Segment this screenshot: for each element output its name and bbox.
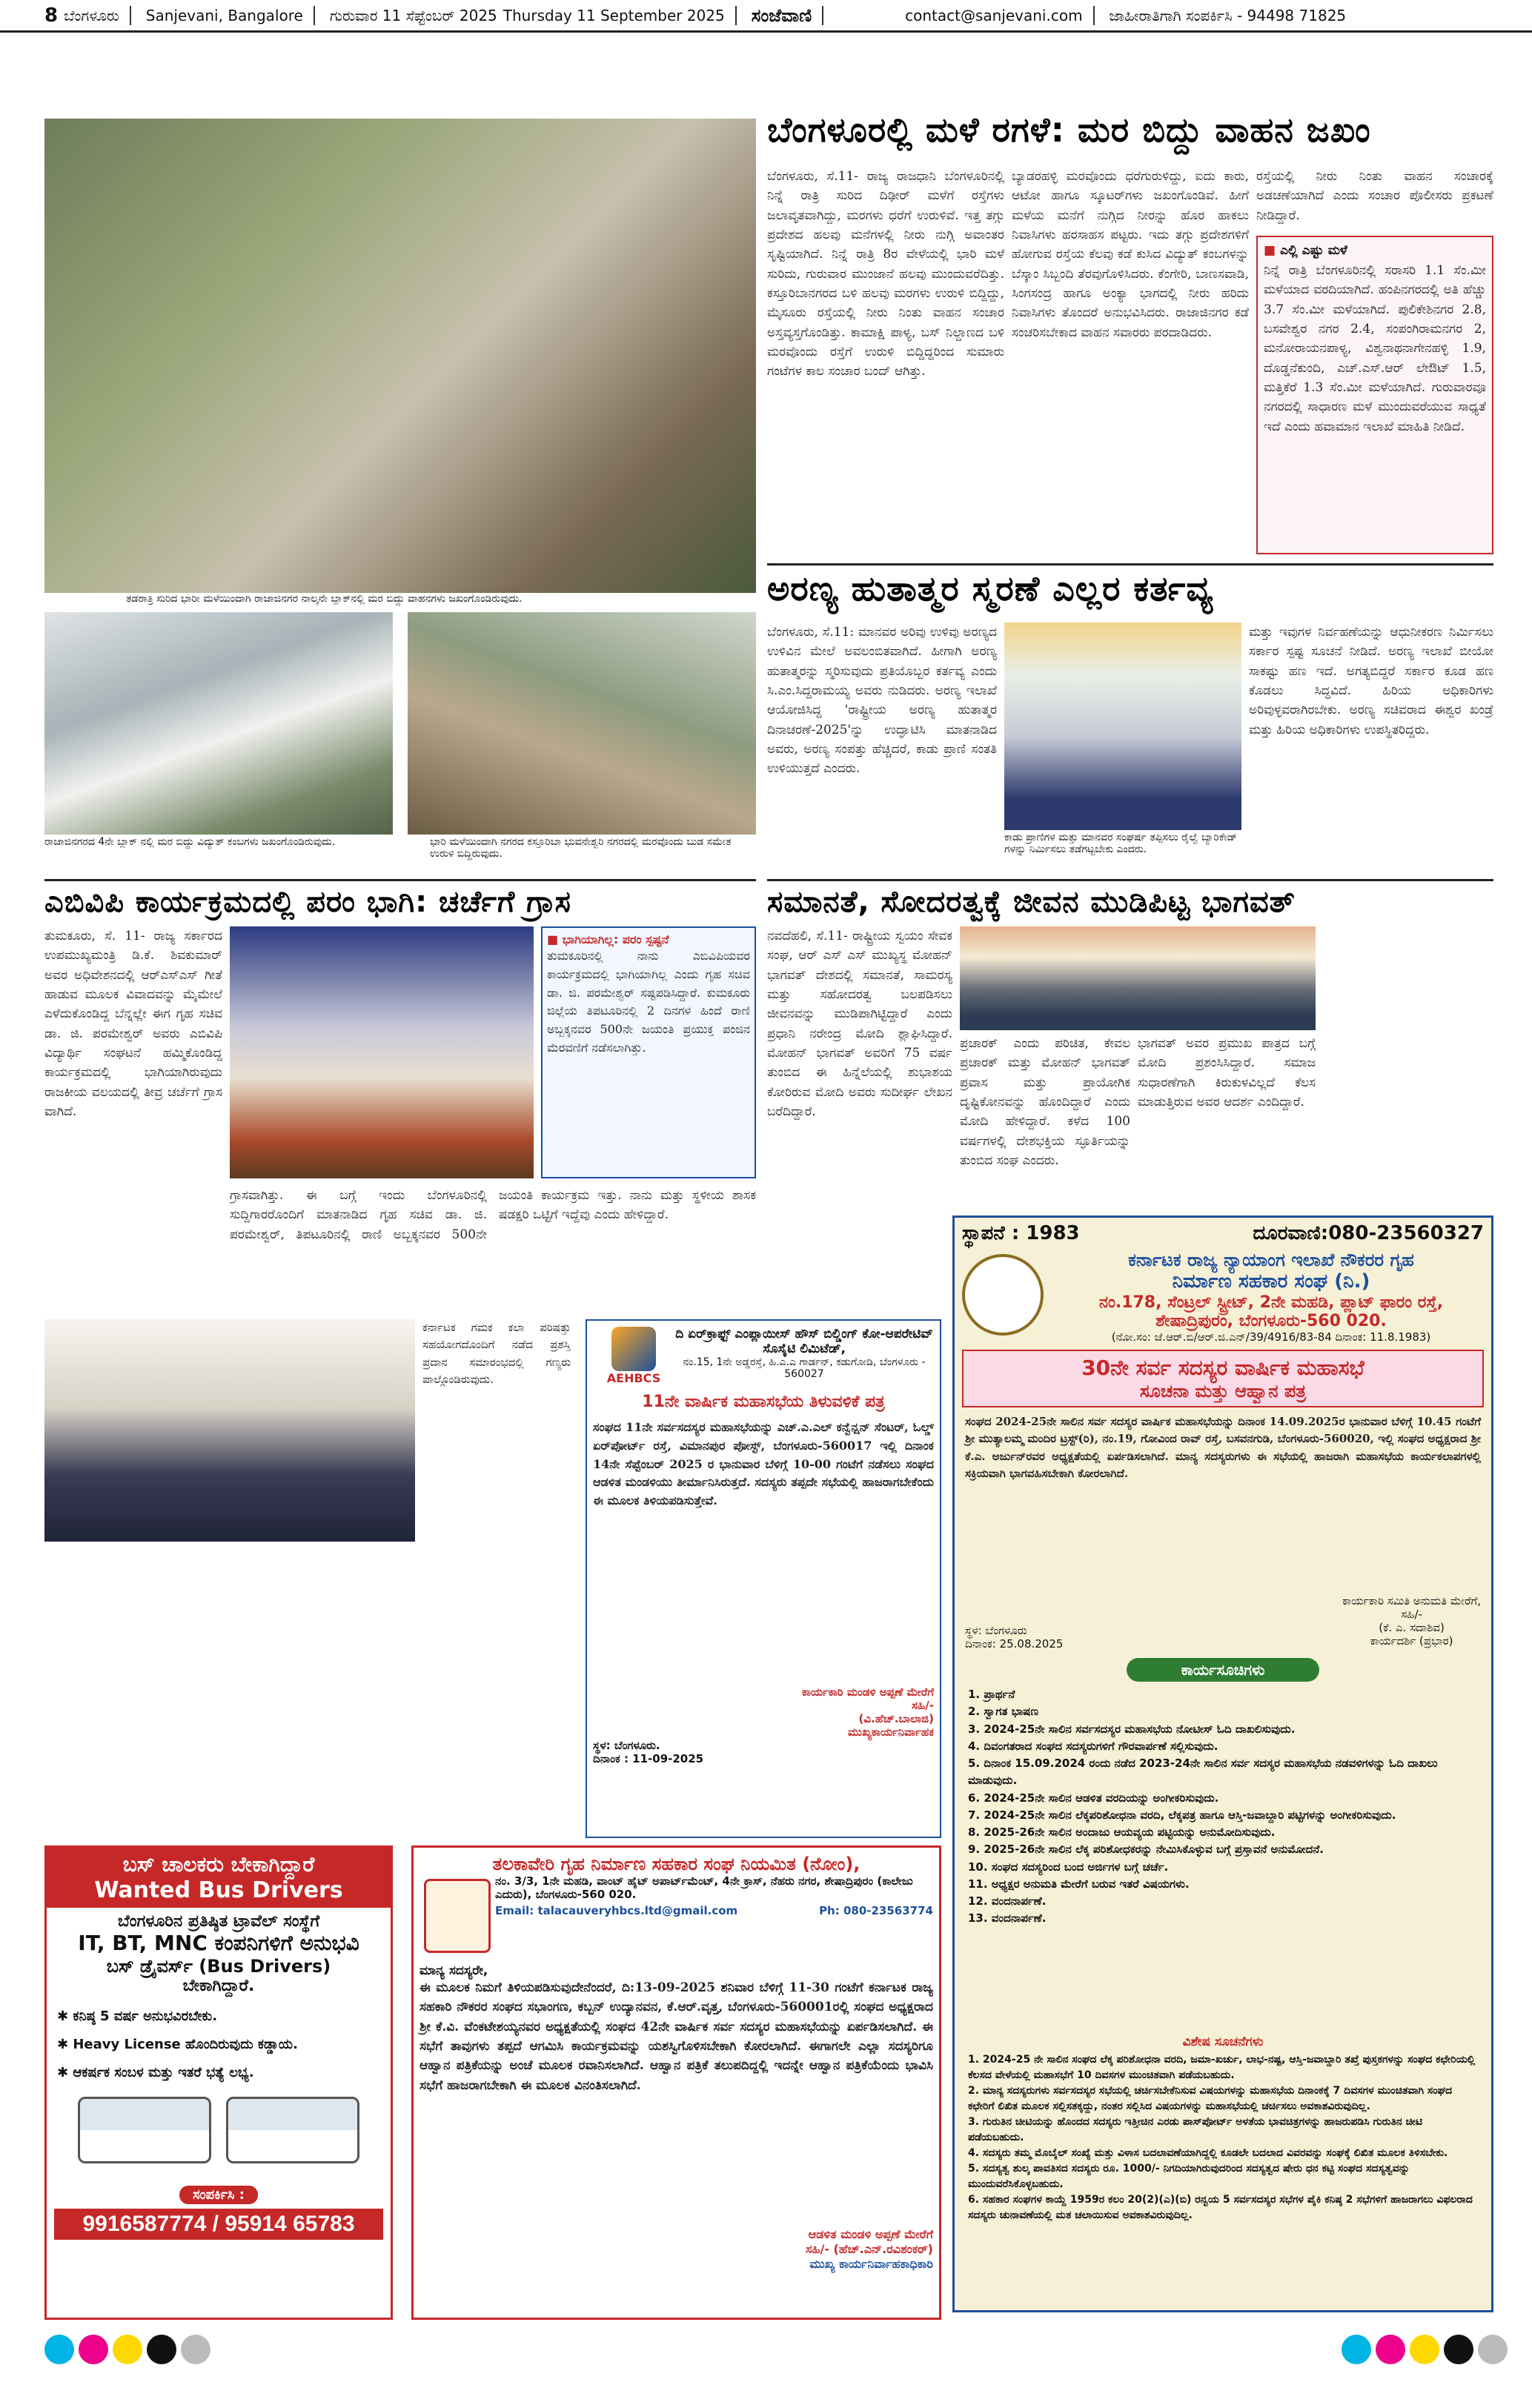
article-column: ರಸ್ತೆಯಲ್ಲಿ ನೀರು ನಿಂತು ವಾಹನ ಸಂಚಾರಕ್ಕೆ ಅಡಚಣೆಯಾಗಿದೆ ಎಂದು ಸಂಚಾರ ಪೊಲೀಸರು ಪ್ರಕಟಣೆ ನೀಡಿದ್ದಾರೆ.	[1256, 169, 1493, 223]
ad-title-kn: ಬಸ್ ಚಾಲಕರು ಬೇಕಾಗಿದ್ದಾರೆ	[122, 1852, 315, 1877]
special-notes-title: ವಿಶೇಷ ಸೂಚನೆಗಳು	[1182, 2034, 1264, 2049]
date-label: ದಿನಾಂಕ : 11-09-2025	[593, 1752, 704, 1765]
signature-line: ಮುಖ್ಯಕಾರ್ಯನಿರ್ವಾಹಕ	[847, 1725, 934, 1739]
reg-number: (ನೋ.ಸಂ: ಜೆ.ಆರ್.ಬಿ/ಆರ್.ಜಿ.ಎನ್/39/4916/83-84 ದಿನಾಂಕ: 11.8.1983)	[1111, 1330, 1431, 1344]
signature-line: ಕಾರ್ಯಕಾರಿ ಸಮಿತಿ ಅನುಮತಿ ಮೇರೆಗೆ,	[1342, 1594, 1481, 1608]
signature-line: ಸಹಿ/-	[1401, 1608, 1422, 1621]
signature-line: ಕಾರ್ಯದರ್ಶಿ (ಪ್ರಭಾರ)	[1370, 1634, 1453, 1648]
list-item: 2. ಮಾನ್ಯ ಸದಸ್ಯರುಗಳು ಸರ್ವಸದಸ್ಯರ ಸಭೆಯಲ್ಲಿ ಚರ್ಚಿಸಬೇಕೆನಿಸುವ ವಿಷಯಗಳನ್ನು ಮಹಾಸಭೆಯ ದಿನಾಂಕಕ್ಕೆ 7 ದಿವಸಗಳ ಮುಂಚಿತವಾಗಿ ಸಂಘದ ಕಛೇರಿಗೆ ಲಿಖಿತ ಮೂಲಕ ಸಲ್ಲಿಸತಕ್ಕದ್ದು, ನಂತರ ಸಲ್ಲಿಸಿದ ವಿಷಯಗಳನ್ನು ಮಹಾಸಭೆಯಲ್ಲಿ ಚರ್ಚಿಸಲು ಅವಕಾಶವಿರುವುದಿಲ್ಲ.	[968, 2085, 1453, 2112]
bhagwat-event-photo	[960, 926, 1316, 1030]
square-bullet-icon: ■	[1264, 243, 1280, 258]
param-clarification-box	[541, 926, 756, 1178]
list-item: 6. 2024-25ನೇ ಸಾಲಿನ ಆಡಳಿತ ವರದಿಯನ್ನು ಅಂಗೀಕರಿಸುವುದು.	[968, 1791, 1219, 1805]
org-name: ನಿರ್ಮಾಣ ಸಹಕಾರ ಸಂಘ (ನಿ.)	[1172, 1270, 1370, 1293]
forest-event-photo	[1004, 623, 1241, 830]
greeting: ಮಾನ್ಯ ಸದಸ್ಯರೇ,	[420, 1963, 488, 1978]
signature-line: ಮುಖ್ಯ ಕಾರ್ಯನಿರ್ವಾಹಕಾಧಿಕಾರಿ	[809, 2257, 933, 2271]
list-item: 13. ವಂದನಾರ್ಪಣೆ.	[968, 1911, 1047, 1926]
signature-line: ಸಹಿ/- (ಹೆಚ್.ಎನ್.ರವಿಶಂಕರ್)	[805, 2242, 933, 2256]
signature-line: ಕಾರ್ಯಕಾರಿ ಮಂಡಳಿ ಅಪ್ಪಣೆ ಮೇರೆಗೆ	[801, 1685, 934, 1699]
abvp-event-photo	[230, 926, 534, 1178]
meeting-title: 30ನೇ ಸರ್ವ ಸದಸ್ಯರ ವಾರ್ಷಿಕ ಮಹಾಸಭೆ	[1081, 1356, 1364, 1380]
requirement: ✱ ಆಕರ್ಷಕ ಸಂಬಳ ಮತ್ತು ಇತರೆ ಭತ್ಯೆ ಲಭ್ಯ.	[57, 2064, 254, 2080]
special-notes-list	[968, 2052, 1478, 2223]
signature-line: (ವಿ.ಹೆಚ್.ಬಾಲಾಜಿ)	[858, 1712, 934, 1725]
square-bullet-icon: ■	[547, 932, 563, 946]
headline-forest: ಅರಣ್ಯ ಹುತಾತ್ಮರ ಸ್ಮರಣೆ ಎಲ್ಲರ ಕರ್ತವ್ಯ	[767, 563, 1493, 615]
list-item: 3. 2024-25ನೇ ಸಾಲಿನ ಸರ್ವಸದಸ್ಯರ ಮಹಾಸಭೆಯ ನೋಟೀಸ್ ಓದಿ ದಾಖಲಿಸುವುದು.	[968, 1722, 1296, 1736]
photo-caption: ಭಾರಿ ಮಳೆಯಿಂದಾಗಿ ನಗರದ ಕಸ್ತೂರಿಬಾ ಭುವನೇಶ್ವರಿ ನಗರದಲ್ಲಿ ಮರವೊಂದು ಬುಡ ಸಮೇತ ಉರುಳಿ ಬಿದ್ದಿರುವುದು.	[430, 836, 756, 867]
award-event-photo	[44, 1319, 415, 1542]
org-address: ಶೇಷಾದ್ರಿಪುರಂ, ಬೆಂಗಳೂರು-560 020.	[1155, 1312, 1387, 1330]
signature-line: (ಕೆ. ಎ. ಸದಾಶಿವ)	[1379, 1621, 1445, 1634]
ad-text: ಬೇಕಾಗಿದ್ದಾರೆ.	[182, 1977, 255, 1995]
list-item: 1. ಪ್ರಾರ್ಥನೆ	[968, 1688, 1015, 1701]
page-number: 8	[44, 4, 59, 27]
registration-marks	[44, 2335, 237, 2367]
car-under-tree-photo	[44, 612, 393, 835]
org-phone: Ph: 080-23563774	[819, 1904, 933, 1917]
list-item: 9. 2025-26ನೇ ಸಾಲಿನ ಲೆಕ್ಕ ಪರಿಶೋಧಕರನ್ನು ನೇಮಿಸಿಕೊಳ್ಳುವ ಬಗ್ಗೆ ಪ್ರಸ್ತಾವನೆ ಅನುಮೋದನೆ.	[968, 1843, 1324, 1857]
box-title: ■ ಭಾಗಿಯಾಗಿಲ್ಲ: ಪರಂ ಸ್ಪಷ್ಟನೆ	[547, 932, 669, 946]
uprooted-tree-photo	[408, 612, 756, 835]
article-column: ಭಾಗವತ್ ಅವರ ಪ್ರಮುಖ ಪಾತ್ರದ ಬಗ್ಗೆ ಮೋದಿ ಪ್ರಶಂಸಿಸಿದ್ದಾರೆ. ಸಮಾಜ ಸುಧಾರಣೆಗಾಗಿ ಕಿರುಕುಳವಿಲ್ಲದೆ ಕೆಲಸ ಮಾಡುತ್ತಿರುವ ಅವರ ಆದರ್ಶ ಎಂದಿದ್ದಾರೆ.	[1138, 1036, 1316, 1110]
headline-abvp: ಎಬಿವಿಪಿ ಕಾರ್ಯಕ್ರಮದಲ್ಲಿ ಪರಂ ಭಾಗಿ: ಚರ್ಚೆಗೆ ಗ್ರಾಸ	[44, 879, 756, 925]
contact-label: ಸಂಪರ್ಕಿಸಿ :	[179, 2186, 258, 2204]
list-item: 2. ಸ್ವಾಗತ ಭಾಷಣ	[968, 1705, 1038, 1719]
phone-numbers: 9916587774 / 95914 65783	[54, 2209, 383, 2240]
list-item: 5. ದಿನಾಂಕ 15.09.2024 ರಂದು ನಡೆದ 2023-24ನೇ ಸಾಲಿನ ಸರ್ವ ಸದಸ್ಯರ ಮಹಾಸಭೆಯ ನಡವಳಿಗಳನ್ನು ಓದಿ ದಾಖಲು ಮಾಡುವುದು.	[968, 1757, 1438, 1788]
rain-main-photo	[44, 119, 756, 593]
divider	[1093, 6, 1095, 25]
list-item: 4. ದಿವಂಗತರಾದ ಸಂಘದ ಸದಸ್ಯರುಗಳಿಗೆ ಗೌರವಾರ್ಪಣೆ ಸಲ್ಲಿಸುವುದು.	[968, 1739, 1218, 1753]
article-column: ಬ್ಯಾಡರಹಳ್ಳಿ ಮರವೊಂದು ಧರೆಗುರುಳಿದ್ದು, ಐದು ಕಾರು, ಆಟೋ ಹಾಗೂ ಸ್ಕೂಟರ್‌ಗಳು ಜಖಂಗೊಂಡಿವೆ. ಹೀಗೆ ಮಳೆಯ ಮನೆಗೆ ನುಗ್ಗಿದ ನೀರನ್ನು ಹೊರ ಹಾಕಲು ನಿವಾಸಿಗಳು ಹರಸಾಹಸ ಪಟ್ಟರು. ಇದು ತಗ್ಗು ಪ್ರದೇಶಗಳಿಗೆ ಹೋಗುವ ರಸ್ತೆಯ ಕೆಲವು ಕಡೆ ಕುಸಿದ ವಿದ್ಯುತ್ ಕಂಬಗಳನ್ನು ಬೆಸ್ಕಾಂ ಸಿಬ್ಬಂದಿ ತೆರವುಗೊಳಿಸಿದರು. ಕೆಂಗೇರಿ, ಬಾಣಸವಾಡಿ, ಸಿಂಗಸಂದ್ರ ಹಾಗೂ ಅಂಕ್ಯಾ ಭಾಗದಲ್ಲಿ ನೀರು ಹರಿದು ನಿವಾಸಿಗಳು ತೊಂದರೆ ಅನುಭವಿಸಿದರು. ರಾಜಾಜಿನಗರ ಕಡೆ ಸಂಚರಿಸಬೇಕಾದ ವಾಹನ ಸವಾರರು ಪರದಾಡಿದರು.	[1012, 169, 1249, 340]
headline-rain: ಬೆಂಗಳೂರಲ್ಲಿ ಮಳೆ ರಗಳೆ: ಮರ ಬಿದ್ದು ವಾಹನ ಜಖಂ	[767, 111, 1371, 150]
article-column: ಗ್ರಾಸವಾಗಿತ್ತು. ಈ ಬಗ್ಗೆ ಇಂದು ಬೆಂಗಳೂರಿನಲ್ಲಿ ಸುದ್ದಿಗಾರರೊಂದಿಗೆ ಮಾತನಾಡಿದ ಗೃಹ ಸಚಿವ ಡಾ. ಜಿ. ಪರಮೇಶ್ವರ್, ತಿಪಟೂರಿನಲ್ಲಿ ರಾಣಿ ಅಬ್ಬಕ್ಕನವರ 500ನೇ ಜಯಂತಿ ಕಾರ್ಯಕ್ರಮ ಇತ್ತು. ನಾನು ಮತ್ತು ಸ್ಥಳೀಯ ಶಾಸಕ ಷಡಕ್ಷರಿ ಒಟ್ಟಿಗೆ ಇದ್ದೆವು ಎಂದು ಹೇಳಿದ್ದಾರೆ.	[230, 1188, 756, 1242]
star-icon: ✱	[57, 2064, 73, 2080]
court-housing-ad	[952, 1215, 1493, 2312]
article-column: ಬೆಂಗಳೂರು, ಸೆ.11: ಮಾನವರ ಅರಿವು ಉಳಿವು ಅರಣ್ಯದ ಉಳಿವಿನ ಮೇಲೆ ಅವಲಂಬಿತವಾಗಿದೆ. ಹೀಗಾಗಿ ಅರಣ್ಯ ಹುತಾತ್ಮರನ್ನು ಸ್ಮರಿಸುವುದು ಪ್ರತಿಯೊಬ್ಬರ ಕರ್ತವ್ಯ ಎಂದು ಸಿ.ಎಂ.ಸಿದ್ದರಾಮಯ್ಯ ಅವರು ನುಡಿದರು. ಅರಣ್ಯ ಇಲಾಖೆ ಆಯೋಜಿಸಿದ್ದ 'ರಾಷ್ಟ್ರೀಯ ಅರಣ್ಯ ಹುತಾತ್ಮರ ದಿನಾಚರಣೆ-2025'ನ್ನು ಉದ್ಘಾಟಿಸಿ ಮಾತನಾಡಿದ ಅವರು, ಅರಣ್ಯ ಸಂಪತ್ತು ಹೆಚ್ಚಿದರೆ, ಕಾಡು ಪ್ರಾಣಿ ಸಂತತಿ ಉಳಿಯುತ್ತದೆ ಎಂದರು.	[767, 625, 997, 777]
talacauvery-ad	[411, 1845, 941, 2320]
photo-caption: ಕಾಡು ಪ್ರಾಣಿಗಳ ಮತ್ತು ಮಾನವರ ಸಂಘರ್ಷ ತಪ್ಪಿಸಲು ರೈಲ್ವೆ ಬ್ಯಾರಿಕೇಡ್ ಗಳನ್ನು ನಿರ್ಮಿಸಲು ತಡೆಗಟ್ಟಬೇಕು ಎಂದರು.	[1004, 832, 1241, 867]
list-item: 10. ಸಂಘದ ಸದಸ್ಯರಿಂದ ಬಂದ ಅರ್ಜಿಗಳ ಬಗ್ಗೆ ಚರ್ಚೆ.	[968, 1860, 1169, 1874]
article-column: ನವದೆಹಲಿ, ಸೆ.11- ರಾಷ್ಟ್ರೀಯ ಸ್ವಯಂ ಸೇವಕ ಸಂಘ, ಆರ್ ಎಸ್ ಎಸ್ ಮುಖ್ಯಸ್ಥ ಮೋಹನ್ ಭಾಗವತ್ ದೇಶದಲ್ಲಿ ಸಮಾನತೆ, ಸಾಮರಸ್ಯ ಮತ್ತು ಸಹೋದರತ್ವ ಬಲಪಡಿಸಲು ಜೀವನವನ್ನು ಮುಡಿಪಾಗಿಟ್ಟಿದ್ದಾರೆ ಎಂದು ಪ್ರಧಾನಿ ನರೇಂದ್ರ ಮೋದಿ ಶ್ಲಾಘಿಸಿದ್ದಾರೆ. ಮೋಹನ್ ಭಾಗವತ್ ಅವರಿಗೆ 75 ವರ್ಷ ತುಂಬಿದ ಈ ಹಿನ್ನೆಲೆಯಲ್ಲಿ ಶುಭಾಶಯ ಕೋರಿರುವ ಮೋದಿ ಅವರು ಸುದೀರ್ಘ ಲೇಖನ ಬರೆದಿದ್ದಾರೆ.	[767, 929, 952, 1120]
date-label: ದಿನಾಂಕ: 25.08.2025	[965, 1637, 1064, 1651]
society-emblem-icon	[424, 1879, 491, 1953]
city-label: ಬೆಂಗಳೂರು	[64, 6, 119, 24]
divider	[822, 6, 823, 25]
org-email[interactable]: Email: talacauveryhbcs.ltd@gmail.com	[495, 1904, 738, 1917]
article-column: ತುಮಕೂರು, ಸೆ. 11- ರಾಜ್ಯ ಸರ್ಕಾರದ ಉಪಮುಖ್ಯಮಂತ್ರಿ ಡಿ.ಕೆ. ಶಿವಕುಮಾರ್ ಅವರ ಅಧಿವೇಶನದಲ್ಲಿ ಆರ್‌ಎಸ್‌ಎಸ್ ಗೀತೆ ಹಾಡುವ ಮೂಲಕ ವಿವಾದವನ್ನು ಮೈಮೇಲೆ ಎಳೆದುಕೊಂಡಿದ್ದ ಬೆನ್ನಲ್ಲೇ ಈಗ ಗೃಹ ಸಚಿವ ಡಾ. ಜಿ. ಪರಮೇಶ್ವರ್ ಅವರು ಎಬಿವಿಪಿ ವಿದ್ಯಾರ್ಥಿ ಸಂಘಟನೆ ಹಮ್ಮಿಕೊಂಡಿದ್ದ ಕಾರ್ಯಕ್ರಮದಲ್ಲಿ ಭಾಗಿಯಾಗಿರುವುದು ರಾಜಕೀಯ ವಲಯದಲ್ಲಿ ತೀವ್ರ ಚರ್ಚೆಗೆ ಗ್ರಾಸ ವಾಗಿದೆ.	[44, 929, 222, 1120]
notice-body: ಸಂಘದ 11ನೇ ಸರ್ವಸದಸ್ಯರ ಮಹಾಸಭೆಯನ್ನು ಎಚ್.ಎ.ಎಲ್ ಕನ್ವೆನ್ಷನ್ ಸೆಂಟರ್, ಓಲ್ಡ್ ಏರ್‌ಪೋರ್ಟ್ ರಸ್ತೆ, ವಿಮಾನಪುರ ಪೋಸ್ಟ್, ಬೆಂಗಳೂರು-560017 ಇಲ್ಲಿ ದಿನಾಂಕ 14ನೇ ಸೆಪ್ಟೆಂಬರ್ 2025 ರ ಭಾನುವಾರ ಬೆಳಿಗ್ಗೆ 10-00 ಗಂಟೆಗೆ ನಡೆಸಲು ಸಂಘದ ಆಡಳಿತ ಮಂಡಳಿಯು ತೀರ್ಮಾನಿಸಿರುತ್ತದೆ. ಸದಸ್ಯರು ತಪ್ಪದೇ ಸಭೆಯಲ್ಲಿ ಹಾಜರಾಗಬೇಕೆಂದು ಈ ಮೂಲಕ ತಿಳಿಯಪಡಿಸುತ್ತೇವೆ.	[593, 1420, 934, 1508]
signature-line: ಆಡಳಿತ ಮಂಡಳಿ ಅಪ್ಪಣೆ ಮೇರೆಗೆ	[808, 2227, 933, 2241]
aehbcs-ad	[586, 1319, 941, 1838]
list-item: 4. ಸದಸ್ಯರು ತಮ್ಮ ಮೊಬೈಲ್ ಸಂಖ್ಯೆ ಮತ್ತು ವಿಳಾಸ ಬದಲಾವಣೆಯಾಗಿದ್ದಲ್ಲಿ ಕೂಡಲೇ ಬದಲಾದ ವಿವರವನ್ನು ಸಂಘಕ್ಕೆ ಲಿಖಿತ ಮೂಲಕ ತಿಳಿಸಬೇಕು.	[968, 2147, 1448, 2159]
ad-text: ಬಸ್ ಡ್ರೈವರ್ಸ್ (Bus Drivers)	[106, 1956, 331, 1977]
photo-caption: ತಡರಾತ್ರಿ ಸುರಿದ ಭಾರೀ ಮಳೆಯಿಂದಾಗಿ ರಾಜಾಜಿನಗರ ನಾಲ್ಕನೇ ಬ್ಲಾಕ್‌ನಲ್ಲಿ ಮರ ಬಿದ್ದು ವಾಹನಗಳು ಜಖಂಗೊಂಡಿರುವುದು.	[126, 593, 749, 611]
star-icon: ✱	[57, 2009, 73, 2024]
list-item: 11. ಅಧ್ಯಕ್ಷರ ಅನುಮತಿ ಮೇರೆಗೆ ಬರುವ ಇತರೆ ವಿಷಯಗಳು.	[968, 1877, 1190, 1891]
divider	[314, 6, 315, 25]
star-icon: ✱	[57, 2036, 73, 2052]
bus-icon	[70, 2097, 367, 2178]
org-name: ತಲಕಾವೇರಿ ಗೃಹ ನಿರ್ಮಾಣ ಸಹಕಾರ ಸಂಘ ನಿಯಮಿತ (ನೋಂ),	[492, 1854, 860, 1874]
masthead: ಸಂಜೆವಾಣಿ	[751, 4, 812, 26]
article-column: ಬೆಂಗಳೂರು, ಸೆ.11- ರಾಜ್ಯ ರಾಜಧಾನಿ ಬೆಂಗಳೂರಿನಲ್ಲಿ ನಿನ್ನೆ ರಾತ್ರಿ ಸುರಿದ ದಿಢೀರ್ ಮಳೆಗೆ ರಸ್ತೆಗಳು ಜಲಾವೃತವಾಗಿದ್ದು, ಮರಗಳು ಧರೆಗೆ ಉರುಳಿವೆ. ಇತ್ತ ತಗ್ಗು ಪ್ರದೇಶದ ಹಲವು ಮನೆಗಳಲ್ಲಿ ನೀರು ನುಗ್ಗಿ ಅವಾಂತರ ಸೃಷ್ಟಿಯಾಗಿದೆ. ನಿನ್ನೆ ರಾತ್ರಿ 8ರ ವೇಳೆಯಲ್ಲಿ ಭಾರಿ ಮಳೆ ಸುರಿದು, ಗುರುವಾರ ಮುಂಜಾನೆ ಹಲವು ಮುಂದುವರೆದಿತ್ತು. ಕಸ್ತೂರಿಬಾನಗರದ ಬಳಿ ಹಲವು ಮರಗಳು ಉರುಳಿ ಬಿದ್ದಿದ್ದು, ಮೈಸೂರು ರಸ್ತೆಯಲ್ಲಿ ನೀರು ನಿಂತು ವಾಹನ ಸಂಚಾರ ಅಸ್ತವ್ಯಸ್ತಗೊಂಡಿತ್ತು. ಕಾಮಾಕ್ಷಿ ಪಾಳ್ಯ, ಬಸ್ ನಿಲ್ದಾಣದ ಬಳಿ ಮರವೊಂದು ರಸ್ತೆಗೆ ಉರುಳಿ ಬಿದ್ದಿದ್ದರಿಂದ ಸುಮಾರು ಗಂಟೆಗಳ ಕಾಲ ಸಂಚಾರ ಬಂದ್ ಆಗಿತ್ತು.	[767, 169, 1004, 379]
bus-drivers-ad	[44, 1845, 393, 2320]
box-text: ತುಮಕೂರಿನಲ್ಲಿ ನಾನು ಎಬಿವಿಪಿಯವರ ಕಾರ್ಯಕ್ರಮದಲ್ಲಿ ಭಾಗಿಯಾಗಿಲ್ಲ ಎಂದು ಗೃಹ ಸಚಿವ ಡಾ. ಜಿ. ಪರಮೇಶ್ವರ್ ಸಷ್ಟಪಡಿಸಿದ್ದಾರೆ. ಕುಮಕೂರು ಜಿಲ್ಲೆಯ ತಿಪಟೂರಿನಲ್ಲಿ 2 ದಿನಗಳ ಹಿಂದೆ ರಾಣಿ ಅಬ್ಬಕ್ಕನವರ 500ನೇ ಜಯಂತಿ ಪ್ರಯುಕ್ತ ಪಂಜಿನ ಮೆರವಣಿಗೆ ನಡೆಸಲಾಗಿತ್ತು.	[547, 949, 750, 1055]
contact-email[interactable]: contact@sanjevani.com	[905, 6, 1083, 24]
org-name: ಕರ್ನಾಟಕ ರಾಜ್ಯ ನ್ಯಾಯಾಂಗ ಇಲಾಖೆ ನೌಕರರ ಗೃಹ	[1128, 1250, 1414, 1270]
logo-emblem-icon	[611, 1327, 656, 1371]
notice-title: 11ನೇ ವಾರ್ಷಿಕ ಮಹಾಸಭೆಯ ತಿಳುವಳಿಕೆ ಪತ್ರ	[642, 1393, 885, 1411]
divider	[130, 6, 131, 25]
agenda-title: ಕಾರ್ಯಸೂಚಿಗಳು	[1127, 1658, 1319, 1682]
date-kannada: ಗುರುವಾರ 11 ಸೆಪ್ಟೆಂಬರ್ 2025	[329, 6, 497, 24]
rainfall-box	[1256, 236, 1493, 554]
signature-line: ಸಹಿ/-	[912, 1699, 934, 1712]
meeting-subtitle: ಸೂಚನಾ ಮತ್ತು ಆಹ್ವಾನ ಪತ್ರ	[1139, 1381, 1307, 1402]
list-item: 6. ಸಹಕಾರ ಸಂಘಗಳ ಕಾಯ್ದೆ 1959ರ ಕಲಂ 20(2)(ಎ)(ಬಿ) ರನ್ವಯ 5 ಸರ್ವಸದಸ್ಯರ ಸಭೆಗಳ ಪೈಕಿ ಕನಿಷ್ಠ 2 ಸಭೆಗಳಿಗೆ ಹಾಜರಾಗಲು ವಿಫಲರಾದ ಸದಸ್ಯರು ಚುನಾವಣೆಯಲ್ಲಿ ಮತ ಚಲಾಯಿಸುವ ಅವಕಾಶವಿರುವುದಿಲ್ಲ.	[968, 2194, 1473, 2221]
meeting-intro: ಸಂಘದ 2024-25ನೇ ಸಾಲಿನ ಸರ್ವ ಸದಸ್ಯರ ವಾರ್ಷಿಕ ಮಹಾಸಭೆಯನ್ನು ದಿನಾಂಕ 14.09.2025ರ ಭಾನುವಾರ ಬೆಳಿಗ್ಗೆ 10.45 ಗಂಟೆಗೆ ಶ್ರೀ ಮುತ್ಯಾಲಮ್ಮ ಮಂದಿರ ಟ್ರಸ್ಟ್(ರಿ), ನಂ.19, ಗೋವಿಂದ ರಾವ್ ರಸ್ತೆ, ಬಸವನಗುಡಿ, ಬೆಂಗಳೂರು-560020, ಇಲ್ಲಿ ಸಂಘದ ಅಧ್ಯಕ್ಷರಾದ ಶ್ರೀ ಕೆ.ಎ. ಅರ್ಜುನ್‌ರವರ ಅಧ್ಯಕ್ಷತೆಯಲ್ಲಿ ಏರ್ಪಡಿಸಲಾಗಿದೆ. ಮಾನ್ಯ ಸದಸ್ಯರುಗಳು ಈ ಸಭೆಯಲ್ಲಿ ಹಾಜರಾಗಿ ಮಹಾಸಭೆಯ ಕಾರ್ಯಕಲಾಪಗಳಲ್ಲಿ ಸಕ್ರಿಯವಾಗಿ ಭಾಗವಹಿಸಬೇಕಾಗಿ ಕೋರಲಾಗಿದೆ.	[965, 1415, 1481, 1480]
date-english: Thursday 11 September 2025	[503, 6, 725, 24]
ad-text: ಬೆಂಗಳೂರಿನ ಪ್ರತಿಷ್ಠಿತ ಟ್ರಾವೆಲ್ ಸಂಸ್ಥೆಗೆ	[117, 1912, 320, 1931]
box-title: ■ ಎಲ್ಲಿ ಎಷ್ಟು ಮಳೆ	[1264, 243, 1347, 258]
photo-caption: ರಾಜಾಜಿನಗರದ 4ನೇ ಬ್ಲಾಕ್ ನಲ್ಲಿ ಮರ ಬಿದ್ದು ವಿದ್ಯುತ್ ಕಂಬಗಳು ಜಖಂಗೊಂಡಿರುವುದು.	[44, 836, 393, 867]
article-column: ಪ್ರಚಾರಕ್ ಎಂದು ಪರಿಚಿತ, ಕೇವಲ ಪ್ರಚಾರಕ್ ಮತ್ತು ಮೋಹನ್ ಭಾಗವತ್ ಪ್ರವಾಸ ಮತ್ತು ಪ್ರಾಯೋಗಿಕ ದೃಷ್ಟಿಕೋನವನ್ನು ಹೊಂದಿದ್ದಾರೆ ಎಂದು ಮೋದಿ ಹೇಳಿದ್ದಾರೆ. ಕಳೆದ 100 ವರ್ಷಗಳಲ್ಲಿ ದೇಶಭಕ್ತಿಯ ಸ್ಫೂರ್ತಿಯನ್ನು ತುಂಬಿದ ಸಂಘ ಎಂದರು.	[960, 1036, 1130, 1169]
list-item: 7. 2024-25ನೇ ಸಾಲಿನ ಲೆಕ್ಕಪರಿಶೋಧನಾ ವರದಿ, ಲೆಕ್ಕಪತ್ರ ಹಾಗೂ ಆಸ್ತಿ-ಜವಾಬ್ದಾರಿ ಪಟ್ಟಿಗಳನ್ನು ಅಂಗೀಕರಿಸುವುದು.	[968, 1808, 1396, 1822]
list-item: 12. ವಂದನಾರ್ಪಣೆ.	[968, 1894, 1047, 1908]
list-item: 8. 2025-26ನೇ ಸಾಲಿನ ಅಂದಾಜು ಆಯವ್ಯಯ ಪಟ್ಟಿಯನ್ನು ಅನುಮೋದಿಸುವುದು.	[968, 1825, 1276, 1839]
photo-caption: ಕರ್ನಾಟಕ ಗಮಕ ಕಲಾ ಪರಿಷತ್ತು ಸಹಯೋಗದೊಂದಿಗೆ ನಡೆದ ಪ್ರಶಸ್ತಿ ಪ್ರದಾನ ಸಮಾರಂಭದಲ್ಲಿ ಗಣ್ಯರು ಪಾಲ್ಗೊಂಡಿರುವುದು.	[422, 1321, 571, 1386]
phone-label: ದೂರವಾಣಿ:080-23560327	[1253, 1222, 1484, 1244]
requirement: ✱ Heavy License ಹೊಂದಿರುವುದು ಕಡ್ಡಾಯ.	[57, 2036, 298, 2052]
estd-label: ಸ್ಥಾಪನೆ : 1983	[962, 1222, 1080, 1244]
page-header	[0, 0, 1532, 33]
paper-name: Sanjevani, Bangalore	[145, 6, 303, 24]
requirement: ✱ ಕನಿಷ್ಠ 5 ವರ್ಷ ಅನುಭವಿರಬೇಕು.	[57, 2009, 218, 2024]
article-column: ಮತ್ತು ಇವುಗಳ ನಿರ್ವಹಣೆಯನ್ನು ಆಧುನೀಕರಣ ನಿರ್ಮಿಸಲು ಸರ್ಕಾರ ಸ್ಪಷ್ಟ ಸೂಚನೆ ನೀಡಿದೆ. ಅರಣ್ಯ ಇಲಾಖೆ ಬೀಯೋ ಸಾಕಷ್ಟು ಹಣ ಇದೆ. ಅಗತ್ಯಬಿದ್ದರೆ ಸರ್ಕಾರ ಕೂಡ ಹಣ ಕೊಡಲು ಸಿದ್ಧವಿದೆ. ಹಿರಿಯ ಅಧಿಕಾರಿಗಳು ಅರಿವುಳ್ಳವರಾಗಿರಬೇಕು. ಅರಣ್ಯ ಸಚಿವರಾದ ಈಶ್ವರ ಖಂಡ್ರೆ ಮತ್ತು ಹಿರಿಯ ಅಧಿಕಾರಿಗಳು ಉಪಸ್ಥಿತರಿದ್ದರು.	[1249, 625, 1493, 737]
list-item: 1. 2024-25 ನೇ ಸಾಲಿನ ಸಂಘದ ಲೆಕ್ಕ ಪರಿಶೋಧನಾ ವರದಿ, ಜಮಾ-ಖರ್ಚು, ಲಾಭ-ನಷ್ಟ, ಆಸ್ತಿ-ಜವಾಬ್ದಾರಿ ತಖ್ತೆ ಪುಸ್ತಕಗಳನ್ನು ಸಂಘದ ಕಛೇರಿಯಲ್ಲಿ ಕೆಲಸದ ವೇಳೆಯಲ್ಲಿ ಮಹಾಸಭೆಗೆ 10 ದಿವಸಗಳ ಮುಂಚಿತವಾಗಿ ಪಡೆಯಬಹುದು.	[968, 2054, 1476, 2081]
org-name: ದಿ ಏರ್‌ಕ್ರಾಫ್ಟ್ ಎಂಪ್ಲಾಯೀಸ್ ಹೌಸ್ ಬಿಲ್ಡಿಂಗ್ ಕೋ-ಆಪರೇಟಿವ್ ಸೊಸೈಟಿ ಲಿಮಿಟೆಡ್,	[675, 1327, 933, 1356]
ad-title-en: Wanted Bus Drivers	[94, 1877, 343, 1903]
list-item: 5. ಸದಸ್ಯತ್ವ ಶುಲ್ಕ ಪಾವತಿಸದ ಸದಸ್ಯರು ರೂ. 1000/- ನಿಗದಿಯಾಗಿರುವುದರಿಂದ ಸದಸ್ಯತ್ವದ ಷೇರು ಧನ ಕಟ್ಟಿ ಸಂಘದ ಸದಸ್ಯತ್ವವನ್ನು ಮುಂದುವರೆಸಿಕೊಳ್ಳಬಹುದು.	[968, 2163, 1410, 2190]
place-label: ಸ್ಥಳ: ಬೆಂಗಳೂರು	[965, 1624, 1027, 1637]
registration-marks	[1342, 2335, 1532, 2367]
agenda-list	[968, 1686, 1478, 2034]
ad-text: IT, BT, MNC ಕಂಪನಿಗಳಿಗೆ ಅನುಭವಿ	[78, 1931, 359, 1955]
org-address: ನಂ.15, 1ನೇ ಅಡ್ಡರಸ್ತೆ, ಹಿ.ಎ.ಎ ಗಾರ್ಡನ್, ಕಡುಗೋಡಿ, ಬೆಂಗಳೂರು - 560027	[683, 1356, 926, 1380]
org-address: ನಂ.178, ಸೆಂಟ್ರಲ್ ಸ್ಟ್ರೀಟ್, 2ನೇ ಮಹಡಿ, ಪ್ಲಾಟ್ ಫಾರಂ ರಸ್ತೆ,	[1098, 1293, 1444, 1312]
list-item: 3. ಗುರುತಿನ ಚೀಟಿಯನ್ನು ಹೊಂದದ ಸದಸ್ಯರು ಇತ್ತೀಚಿನ ಎರಡು ಪಾಸ್‌ಪೋರ್ಟ್ ಅಳತೆಯ ಭಾವಚಿತ್ರಗಳನ್ನು ಹಾಜರುಪಡಿಸಿ ಗುರುತಿನ ಚೀಟಿ ಪಡೆಯಬಹುದು.	[968, 2116, 1423, 2143]
place-label: ಸ್ಥಳ: ಬೆಂಗಳೂರು.	[593, 1739, 660, 1752]
aehbcs-logo: AEHBCS	[593, 1327, 674, 1385]
headline-bhagwat: ಸಮಾನತೆ, ಸೋದರತ್ವಕ್ಕೆ ಜೀವನ ಮುಡಿಪಿಟ್ಟ ಭಾಗವತ್	[767, 879, 1493, 925]
divider	[735, 6, 737, 25]
notice-body: ಈ ಮೂಲಕ ನಿಮಗೆ ತಿಳಿಯಪಡಿಸುವುದೇನೆಂದರೆ, ದಿ:13-09-2025 ಶನಿವಾರ ಬೆಳಿಗ್ಗೆ 11-30 ಗಂಟೆಗೆ ಕರ್ನಾಟಕ ರಾಜ್ಯ ಸಹಕಾರಿ ನೌಕರರ ಸಂಘದ ಸಭಾಂಗಣ, ಕಬ್ಬನ್ ಉದ್ಯಾನವನ, ಕೆ.ಆರ್.ವೃತ್ತ, ಬೆಂಗಳೂರು-560001ರಲ್ಲಿ ಸಂಘದ ಅಧ್ಯಕ್ಷರಾದ ಶ್ರೀ ಕೆ.ವಿ. ವೆಂಕಟೇಶಯ್ಯನವರ ಅಧ್ಯಕ್ಷತೆಯಲ್ಲಿ ಸಂಘದ 42ನೇ ವಾರ್ಷಿಕ ಸರ್ವ ಸದಸ್ಯರ ಮಹಾಸಭೆಯನ್ನು ಏರ್ಪಡಿಸಲಾಗಿದೆ. ಈ ಸಭೆಗೆ ತಾವುಗಳು ತಪ್ಪದೆ ಆಗಮಿಸಿ ಕಾರ್ಯಕ್ರಮವನ್ನು ಯಶಸ್ವಿಗೊಳಿಸಬೇಕಾಗಿ ಕೋರಲಾಗಿದೆ. ಈಗಾಗಲೇ ಎಲ್ಲಾ ಸದಸ್ಯರಿಗೂ ಆಹ್ವಾನ ಪತ್ರಿಕೆಯನ್ನು ಅಂಚೆ ಮೂಲಕ ರವಾನಿಸಲಾಗಿದೆ. ಆಹ್ವಾನ ಪತ್ರಿಕೆ ತಲುಪದಿದ್ದಲ್ಲಿ ಇದನ್ನೇ ಆಹ್ವಾನ ಪತ್ರಿಕೆಯೆಂದು ಭಾವಿಸಿ ಸಭೆಗೆ ಹಾಜರಾಗಬೇಕಾಗಿ ಈ ಮೂಲಕ ವಿನಂತಿಸಲಾಗಿದೆ.	[420, 1980, 933, 2093]
society-seal-icon	[962, 1254, 1044, 1336]
ad-contact-line: ಜಾಹೀರಾತಿಗಾಗಿ ಸಂಪರ್ಕಿಸಿ - 94498 71825	[1109, 6, 1347, 24]
org-address: ನಂ. 3/3, 1ನೇ ಮಹಡಿ, ವಾಂಟ್ ಹೈಟ್ ಅಪಾರ್ಟ್‌ಮೆಂಟ್, 4ನೇ ಕ್ರಾಸ್, ನೆಹರು ನಗರ, ಶೇಷಾದ್ರಿಪುರಂ (ಕಾಲೇಜು ಎದುರು), ಬೆಂಗಳೂರು-560 020.	[495, 1874, 913, 1901]
box-text: ನಿನ್ನೆ ರಾತ್ರಿ ಬೆಂಗಳೂರಿನಲ್ಲಿ ಸರಾಸರಿ 1.1 ಸೆಂ.ಮೀ ಮಳೆಯಾದ ವರದಿಯಾಗಿದೆ. ಹಂಪಿನಗರದಲ್ಲಿ ಅತಿ ಹೆಚ್ಚು 3.7 ಸೆಂ.ಮೀ ಮಳೆಯಾಗಿದೆ. ಪುಲಿಕೇಶಿನಗರ 2.8, ಬಸವೇಶ್ವರ ನಗರ 2.4, ಸಂಪಂಗಿರಾಮನಗರ 2, ಮನೋರಾಯನಪಾಳ್ಯ, ವಿಶ್ವನಾಥನಾಗೇನಹಳ್ಳಿ 1.9, ದೊಡ್ಡನೆಕುಂದಿ, ಎಚ್.ಎಸ್.ಆರ್ ಲೇಔಟ್ 1.5, ಮತ್ತಿಕೆರೆ 1.3 ಸೆಂ.ಮೀ ಮಳೆಯಾಗಿದೆ. ಗುರುವಾರವೂ ನಗರದಲ್ಲಿ ಸಾಧಾರಣ ಮಳೆ ಮುಂದುವರೆಯುವ ಸಾಧ್ಯತೆ ಇದೆ ಎಂದು ಹವಾಮಾನ ಇಲಾಖೆ ಮಾಹಿತಿ ನೀಡಿದೆ.	[1264, 263, 1486, 434]
